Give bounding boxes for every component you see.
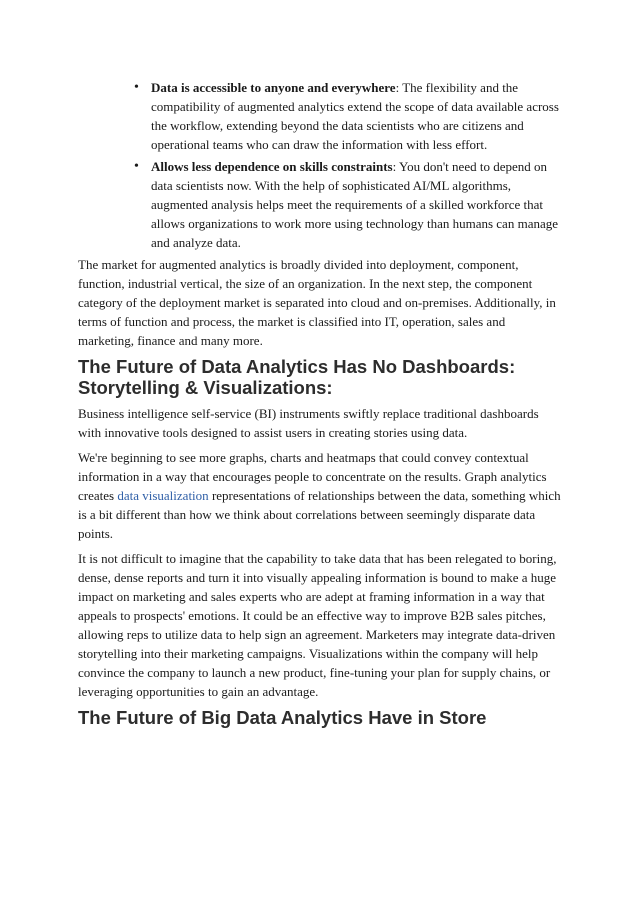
bullet-title: Data is accessible to anyone and everywhere — [151, 80, 396, 95]
bullet-item-skills — [78, 157, 563, 252]
paragraph-graphs-before: We're beginning to see more graphs, charts and heatmaps that could convey contextual information in a way that encourages people to concentrate on the results. Graph analytics creates — [78, 450, 547, 503]
bullet-title: Allows less dependence on skills constraints — [151, 159, 393, 174]
paragraph-bi: Business intelligence self-service (BI) instruments swiftly replace traditional dashboards with innovative tools designed to assist users in creating stories using data. — [78, 406, 539, 440]
bullet-text: : The flexibility and the compatibility of augmented analytics extend the scope of data available across the workflow, extending beyond the data scientists who are citizens and operational teams who can draw the information with less effort. — [151, 80, 559, 152]
document-body — [78, 78, 563, 734]
paragraph-market: The market for augmented analytics is broadly divided into deployment, component, function, industrial vertical, the size of an organization. In the next step, the component category of the deployment market is separated into cloud and on-premises. Additionally, in terms of function and process, the market is classified into IT, operation, sales and marketing, finance and many more. — [78, 257, 556, 348]
bullet-dot-icon: • — [134, 80, 139, 95]
paragraph-capability: It is not difficult to imagine that the capability to take data that has been relegated to boring, dense, dense reports and turn it into visually appealing information is bound to make a huge impact on marketing and sales experts who are adept at framing information in a way that appeals to prospects' emotions. It could be an effective way to improve B2B sales pitches, allowing reps to utilize data to help sign an agreement. Marketers may integrate data-driven storytelling into their marketing campaigns. Visualizations within the company will help convince the company to launch a new product, fine-tuning your plan for supply chains, or leveraging opportunities to gain an advantage. — [78, 551, 557, 699]
bullet-dot-icon: • — [134, 159, 139, 174]
paragraph-graphs — [78, 448, 563, 543]
data-visualization-link[interactable]: data visualization — [117, 488, 209, 503]
bullet-list — [78, 78, 563, 252]
heading-future-dashboards: The Future of Data Analytics Has No Dashboards: Storytelling & Visualizations: — [78, 356, 516, 398]
bullet-text: : You don't need to depend on data scientists now. With the help of sophisticated AI/ML algorithms, augmented analysis helps meet the requirements of a skilled workforce that allows organizations to work more using technology than humans can manage and analyze data. — [151, 159, 558, 250]
bullet-item-accessibility — [78, 78, 563, 154]
heading-big-data: The Future of Big Data Analytics Have in Store — [78, 707, 487, 728]
paragraph-graphs-after: representations of relationships between the data, something which is a bit different than how we think about correlations between seemingly disparate data points. — [78, 488, 561, 541]
